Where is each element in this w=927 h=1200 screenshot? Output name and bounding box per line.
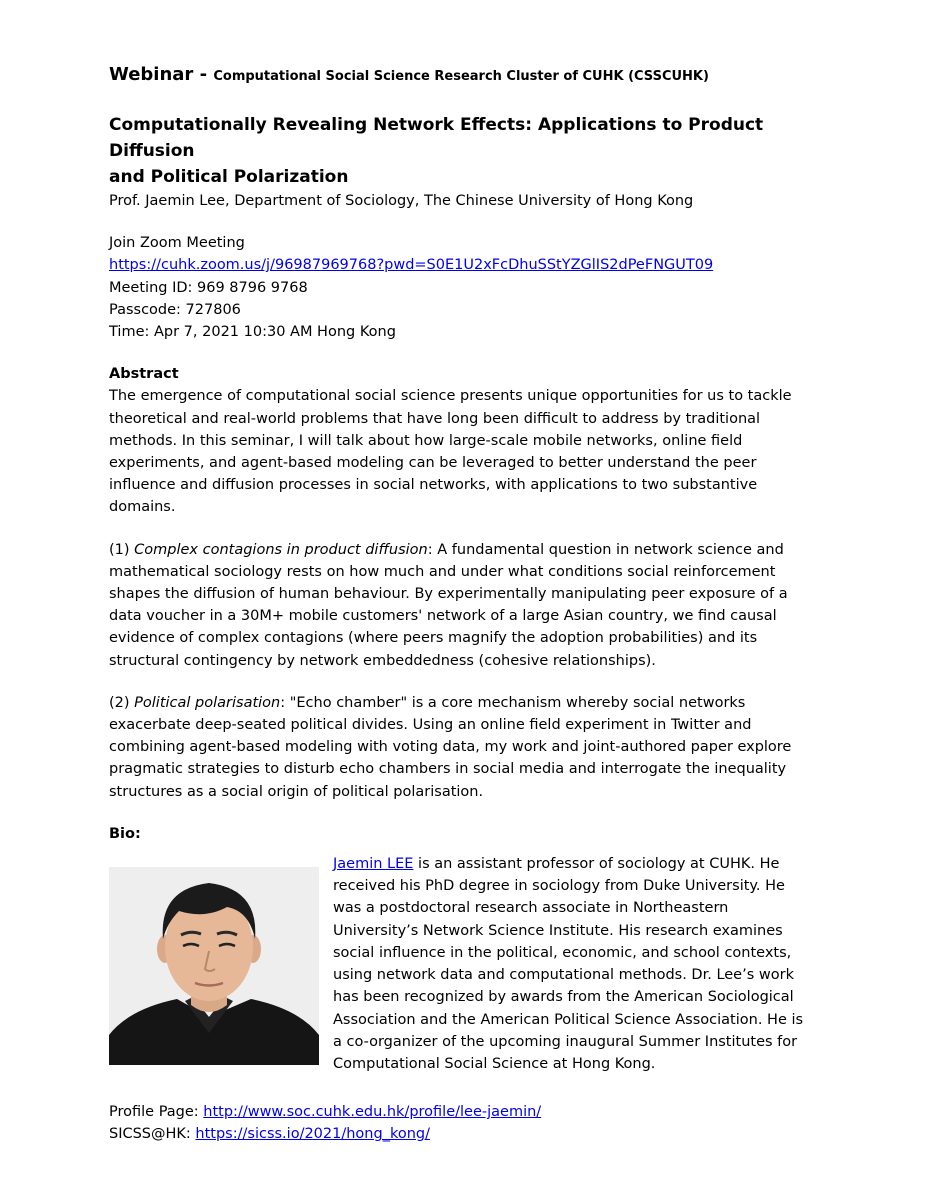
point-2-number: (2) bbox=[109, 694, 135, 711]
point-1-first-line: : A fundamental question in network science and bbox=[427, 541, 784, 558]
webinar-label: Webinar bbox=[109, 64, 194, 85]
abstract-line: The emergence of computational social science presents unique opportunities for us to tackle bbox=[109, 388, 792, 405]
abstract-line: theoretical and real-world problems that have long been difficult to address by traditional bbox=[109, 410, 761, 427]
bio-line: a co-organizer of the upcoming inaugural Summer Institutes for bbox=[333, 1033, 798, 1050]
meeting-time: Time: Apr 7, 2021 10:30 AM Hong Kong bbox=[109, 324, 396, 341]
webinar-header bbox=[109, 62, 829, 88]
talk-title bbox=[109, 112, 829, 190]
point-2-line: exacerbate deep-seated political divides. Using an online field experiment in Twitter and bbox=[109, 717, 752, 734]
zoom-link[interactable]: https://cuhk.zoom.us/j/96987969768?pwd=S0E1U2xFcDhuSStYZGlIS2dPeFNGUT09 bbox=[109, 257, 714, 274]
abstract-line: influence and diffusion processes in social networks, with applications to two substantive bbox=[109, 477, 758, 494]
bio-line: University’s Network Science Institute. His research examines bbox=[333, 922, 783, 939]
talk-title-line-1: Computationally Revealing Network Effects: Applications to Product Diffusion bbox=[109, 115, 764, 161]
bio-line: has been recognized by awards from the American Sociological bbox=[333, 989, 794, 1006]
bio-text bbox=[333, 853, 829, 1075]
bio-section bbox=[109, 853, 829, 1087]
point-1-number: (1) bbox=[109, 541, 135, 558]
bio-line: was a postdoctoral research associate in Northeastern bbox=[333, 900, 729, 917]
header-separator: - bbox=[193, 64, 214, 85]
abstract-line: experiments, and agent-based modeling can be leveraged to better understand the peer bbox=[109, 455, 757, 472]
meeting-id: Meeting ID: 969 8796 9768 bbox=[109, 279, 308, 296]
point-1-line: shapes the diffusion of human behaviour. By experimentally manipulating peer exposure of a bbox=[109, 586, 788, 603]
footer-links bbox=[109, 1101, 829, 1145]
sicss-label: SICSS@HK: bbox=[109, 1126, 196, 1143]
profile-link[interactable]: http://www.soc.cuhk.edu.hk/profile/lee-jaemin/ bbox=[203, 1104, 542, 1121]
point-2-first-line: : "Echo chamber" is a core mechanism whereby social networks bbox=[280, 694, 746, 711]
point-2-topic: Political polarisation bbox=[134, 694, 281, 711]
zoom-heading: Join Zoom Meeting bbox=[109, 235, 245, 252]
point-1-topic: Complex contagions in product diffusion bbox=[134, 541, 428, 558]
profile-label: Profile Page: bbox=[109, 1104, 204, 1121]
point-1-line: evidence of complex contagions (where peers magnify the adoption probabilities) and its bbox=[109, 630, 758, 647]
sicss-link[interactable]: https://sicss.io/2021/hong_kong/ bbox=[195, 1126, 430, 1143]
bio-line: received his PhD degree in sociology from Duke University. He bbox=[333, 878, 785, 895]
abstract-line: methods. In this seminar, I will talk about how large-scale mobile networks, online field bbox=[109, 432, 743, 449]
bio-line: social influence in the political, economic, and school contexts, bbox=[333, 944, 792, 961]
bio-line: using network data and computational methods. Dr. Lee’s work bbox=[333, 967, 794, 984]
cluster-name: Computational Social Science Research Cluster of CUHK (CSSCUHK) bbox=[213, 69, 709, 84]
point-1-line: mathematical sociology rests on how much and under what conditions social reinforcement bbox=[109, 563, 776, 580]
document-page bbox=[109, 62, 829, 1145]
speaker-portrait-image bbox=[109, 867, 319, 1065]
bio-name-link[interactable]: Jaemin LEE bbox=[333, 856, 414, 873]
speaker-photo bbox=[109, 867, 319, 1065]
point-2-line: pragmatic strategies to disturb echo chambers in social media and interrogate the inequality bbox=[109, 761, 787, 778]
bio-line: Association and the American Political Science Association. He is bbox=[333, 1011, 804, 1028]
zoom-details bbox=[109, 232, 829, 343]
abstract-line: domains. bbox=[109, 499, 176, 516]
bio-first-line: is an assistant professor of sociology at CUHK. He bbox=[413, 856, 780, 873]
point-1-line: structural contingency by network embeddedness (cohesive relationships). bbox=[109, 652, 656, 669]
bio-line: Computational Social Science at Hong Kong. bbox=[333, 1055, 656, 1072]
point-2-line: structures as a social origin of political polarisation. bbox=[109, 783, 484, 800]
abstract-section bbox=[109, 363, 829, 518]
bio-heading: Bio: bbox=[109, 825, 141, 842]
talk-title-line-2: and Political Polarization bbox=[109, 167, 349, 187]
point-1-line: data voucher in a 30M+ mobile customers' network of a large Asian country, we find causal bbox=[109, 608, 777, 625]
point-1-paragraph bbox=[109, 539, 829, 672]
point-2-paragraph bbox=[109, 692, 829, 803]
speaker-line: Prof. Jaemin Lee, Department of Sociology, The Chinese University of Hong Kong bbox=[109, 193, 694, 209]
abstract-heading: Abstract bbox=[109, 366, 179, 383]
point-2-line: combining agent-based modeling with voting data, my work and joint-authored paper explore bbox=[109, 739, 792, 756]
passcode: Passcode: 727806 bbox=[109, 301, 241, 318]
